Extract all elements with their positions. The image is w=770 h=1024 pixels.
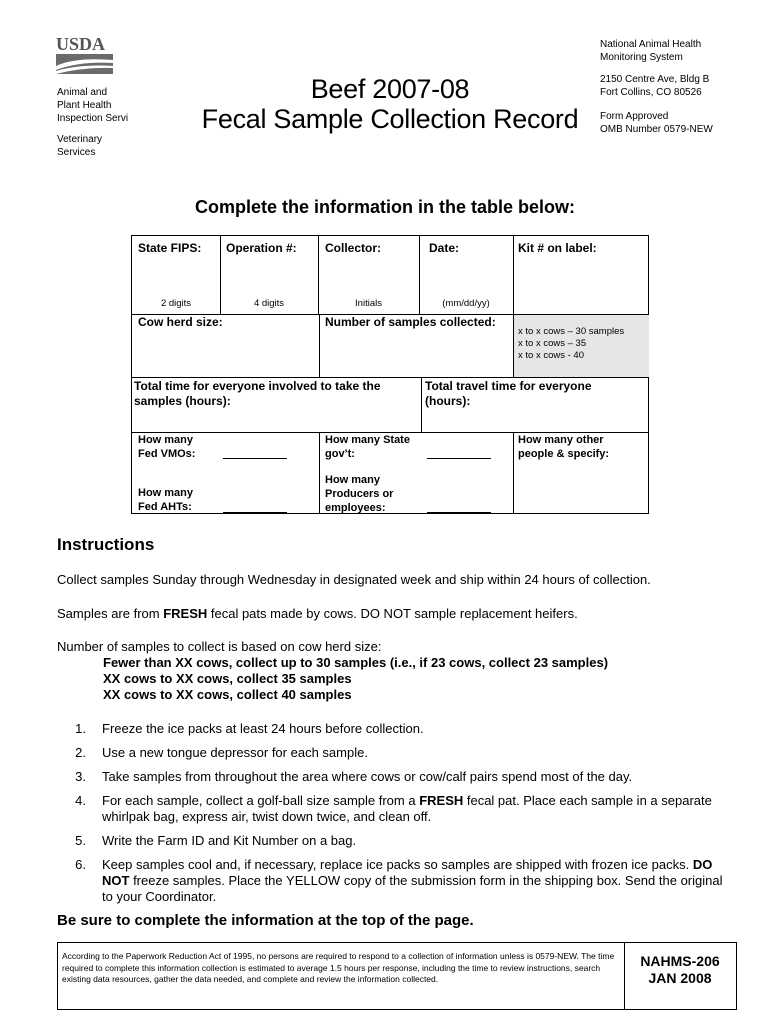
instruction-paragraph-1: Collect samples Sunday through Wednesday in designated week and ship within 24 hours of collection. — [57, 572, 651, 587]
form-number: NAHMS-206 JAN 2008 — [640, 953, 720, 986]
producers-label: How many Producers or employees: — [325, 474, 394, 514]
fed-ahts-label: How many Fed AHTs: — [138, 487, 194, 513]
form-heading: Complete the information in the table below: — [194, 197, 575, 217]
sample-rules: Fewer than XX cows, collect up to 30 samples (i.e., if 23 cows, collect 23 samples) XX cows to XX cows, collect 35 samples XX cows to XX cows, collect 40 samples — [103, 655, 609, 702]
document-title — [200, 74, 580, 134]
instruction-paragraph-2: Samples are from FRESH fecal pats made by cows. DO NOT sample replacement heifers. — [57, 606, 578, 621]
cow-herd-size-field[interactable]: Cow herd size: — [138, 315, 223, 329]
collector-hint: Initials — [355, 298, 382, 309]
fed-ahts-blank[interactable] — [223, 512, 287, 513]
title-line-2: Fecal Sample Collection Record — [201, 104, 579, 134]
other-people-field[interactable]: How many other people & specify: — [518, 434, 610, 460]
usda-logo-text: USDA — [56, 34, 106, 54]
date-hint: (mm/dd/yy) — [442, 298, 490, 309]
info-table — [131, 235, 649, 514]
producers-blank[interactable] — [427, 512, 491, 513]
kit-number-field[interactable]: Kit # on label: — [518, 241, 597, 255]
collector-field[interactable]: Collector: — [325, 241, 382, 255]
state-govt-blank[interactable] — [427, 458, 491, 459]
paperwork-notice: According to the Paperwork Reduction Act of 1995, no persons are required to respond to a collection of information unless is 0579-NEW. The time required to complete this information collection is estimated to average 1.5 hours per response, including the time to review instructions, search existing data resources, gather the data needed, and complete and review the information collected. — [62, 951, 615, 984]
date-field[interactable]: Date: — [429, 241, 460, 255]
operation-number-field[interactable]: Operation #: — [226, 241, 297, 255]
total-time-field[interactable]: Total time for everyone involved to take the samples (hours): — [134, 379, 381, 408]
fed-vmos-blank[interactable] — [223, 458, 287, 459]
state-govt-label: How many State gov’t: — [325, 434, 410, 460]
operation-number-hint: 4 digits — [253, 298, 285, 309]
division-name: Veterinary Services — [57, 134, 103, 158]
agency-name: Animal and Plant Health Inspection Servi — [57, 87, 129, 124]
instruction-paragraph-3: Number of samples to collect is based on cow herd size: — [57, 639, 382, 654]
state-fips-hint: 2 digits — [160, 298, 192, 309]
travel-time-field[interactable]: Total travel time for everyone (hours): — [425, 379, 592, 408]
state-fips-field[interactable]: State FIPS: — [138, 241, 202, 255]
instructions-title: Instructions — [57, 535, 155, 554]
omb-approval: Form Approved OMB Number 0579-NEW — [600, 111, 713, 135]
org-address: 2150 Centre Ave, Bldg B Fort Collins, CO 80526 — [600, 74, 710, 98]
sample-guide: x to x cows – 30 samples x to x cows – 35 x to x cows - 40 — [518, 326, 625, 361]
usda-logo — [55, 33, 114, 75]
title-line-1: Beef 2007-08 — [310, 74, 470, 104]
footer-box — [57, 942, 737, 1010]
fed-vmos-label: How many Fed VMOs: — [138, 434, 196, 460]
org-name: National Animal Health Monitoring System — [600, 39, 702, 63]
reminder-text: Be sure to complete the information at the top of the page. — [57, 912, 474, 929]
samples-collected-field[interactable]: Number of samples collected: — [325, 315, 496, 329]
